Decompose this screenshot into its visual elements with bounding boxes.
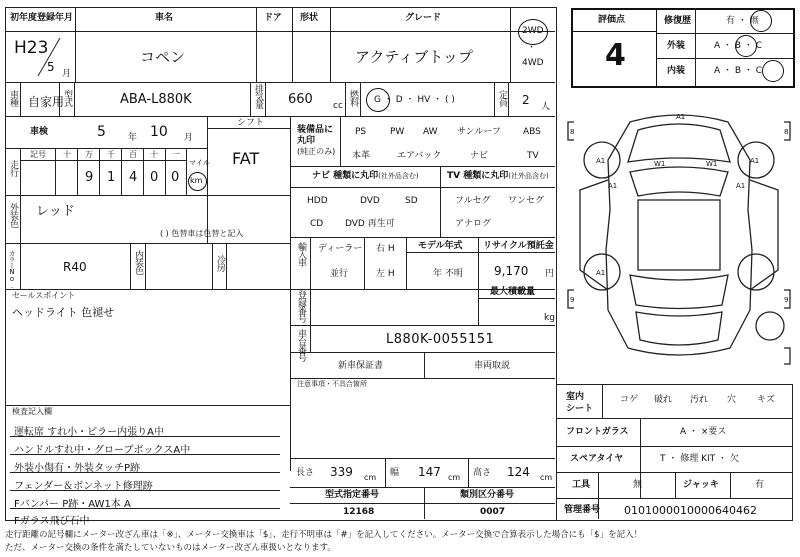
grade: アクティブトップ <box>355 48 473 66</box>
inspector-line-3: 外装小傷有・外装タッチP跡 <box>14 463 141 474</box>
model-code: ABA-L880K <box>120 92 192 107</box>
type-num-label: 型式指定番号 <box>325 490 380 500</box>
usage-label: 車種 <box>8 90 18 106</box>
color-label: 外装色 <box>8 203 18 227</box>
import-right-h: 右 H <box>376 244 395 254</box>
diag-label-a1-front: A1 <box>676 113 686 121</box>
fuel-g-circle <box>366 88 390 112</box>
length: 339 <box>330 465 353 479</box>
diag-ext-9-right: 9 <box>784 296 789 304</box>
shaken-year-unit: 年 <box>128 133 138 143</box>
seat-item-burn: コゲ <box>620 395 639 405</box>
color-note: ( ) 色替車は色替と記入 <box>160 229 244 238</box>
equipment-label-1: 装備品に <box>297 125 334 135</box>
import-dealer: ディーラー <box>318 244 363 254</box>
navi-dvd: DVD <box>360 196 380 206</box>
tv-sub: (社外品含む) <box>508 172 549 180</box>
class-num: 0007 <box>480 507 506 517</box>
navi-label-text: ナビ 種類に丸印 <box>312 171 379 181</box>
equip-ps: PS <box>355 127 367 137</box>
equip-abs: ABS <box>523 127 541 137</box>
model-year-value: 年 不明 <box>433 269 463 279</box>
length-label: 長さ <box>296 468 315 478</box>
class-num-label: 類別区分番号 <box>460 490 515 500</box>
seat-label <box>566 392 593 415</box>
usage: 自家用 <box>28 95 65 109</box>
drive-2wd: 2WD <box>522 26 544 36</box>
width-label: 幅 <box>390 468 400 478</box>
exterior-label: 外装 <box>667 41 686 51</box>
seat-item-stain: 汚れ <box>690 395 709 405</box>
navi-label <box>312 172 419 181</box>
inspector-line-6: Fガラス飛び石中 <box>14 516 90 527</box>
diag-label-a1-rf: A1 <box>750 157 760 165</box>
windshield-opts: A ・ ×要ス <box>680 427 727 437</box>
mileage-digit-3: 4 <box>129 170 138 185</box>
digit-header-1: 万 <box>85 150 93 159</box>
jack-label: ジャッキ <box>683 480 719 490</box>
color-code: R40 <box>63 260 87 274</box>
type-num: 12168 <box>343 507 375 517</box>
max-load-unit: kg <box>544 313 555 323</box>
digit-header-3: 百 <box>129 150 137 159</box>
equip-sunroof: サンルーフ <box>457 127 501 137</box>
inspector-line-2: ハンドルすれ中・グローブボックスA中 <box>14 445 191 456</box>
tv-label <box>447 172 549 181</box>
capacity-label: 定員 <box>497 90 507 106</box>
grade-label: グレード <box>405 13 442 23</box>
model-code-label: 型式 <box>62 90 72 106</box>
car-name-label: 車名 <box>155 13 174 23</box>
max-load-label: 最大積載量 <box>490 287 536 297</box>
mileage-digit-4: 0 <box>150 170 159 185</box>
chassis: L880K-0055151 <box>386 332 495 347</box>
equipment-label <box>297 125 335 157</box>
shape-label: 形状 <box>300 13 319 23</box>
capacity-unit: 人 <box>541 102 551 112</box>
shift-label: シフト <box>237 118 265 128</box>
repair-none-circle <box>750 10 772 32</box>
equipment-label-3: (純正のみ) <box>297 146 336 156</box>
color-value: レッド <box>36 204 75 219</box>
diag-ext-8-left: 8 <box>570 128 575 136</box>
equip-leather: 本革 <box>352 151 371 161</box>
warranty-label: 新車保証書 <box>338 361 384 371</box>
seat-item-tear: 破れ <box>654 395 673 405</box>
digit-header-2: 千 <box>107 150 115 159</box>
inspector-line-4: フェンダー＆ボンネット修理跡 <box>14 481 153 492</box>
month-unit: 月 <box>62 69 72 79</box>
equip-airbag: エアバック <box>397 151 442 161</box>
mileage-digit-2: 1 <box>107 170 116 185</box>
navi-sub: (社外品含む) <box>378 172 419 180</box>
jack-value: 有 <box>755 480 765 490</box>
fuel-options: G ・ D ・ HV ・ ( ) <box>374 95 455 105</box>
first-reg-year: H23 <box>14 38 49 58</box>
seat-item-scratch: キズ <box>757 395 775 405</box>
width-unit: cm <box>448 473 461 482</box>
interior-c-circle <box>762 60 784 82</box>
diag-label-a1-rside: A1 <box>736 182 746 190</box>
repair-opts: 有 ・ 無 <box>726 16 759 26</box>
exterior-opts: A ・ B ・ C <box>714 41 763 51</box>
footer-line-1: 走行距離の記号欄にメーター改ざん車は「※」、メーター交換車は「$」、走行不明車は「#」を記入してください。メーター交換で合算表示した場合にも「$」を記入！ <box>5 530 643 540</box>
capacity: 2 <box>522 93 530 107</box>
shaken-month-unit: 月 <box>184 133 194 143</box>
diag-label-a1-lf: A1 <box>596 157 606 165</box>
spare-label: スペアタイヤ <box>570 454 624 464</box>
sales-point-text: ヘッドライト 色褪せ <box>12 306 115 319</box>
displacement-label: 排気量 <box>253 84 263 108</box>
width: 147 <box>418 465 441 479</box>
equip-navi: ナビ <box>470 151 489 161</box>
footer-line-2: ただ、メーター交換の条件を満たしていないものはメーター改ざん車扱いとなります。 <box>5 543 336 553</box>
mgmt-value: 0101000010000640462 <box>624 504 757 517</box>
digit-header-4: 十 <box>150 150 158 159</box>
recycle-yen: 円 <box>545 269 555 279</box>
tools-value: 無 <box>633 480 643 490</box>
tv-fullseg: フルセグ <box>455 196 491 206</box>
diag-ext-8-right: 8 <box>784 128 789 136</box>
inspector-line-1: 運転席 すれ小・ピラー内張りA中 <box>14 427 165 438</box>
interior-label: 内装 <box>667 66 686 76</box>
color-code-label: カラーNo. <box>8 250 16 289</box>
digit-header-5: 一 <box>172 150 180 159</box>
mileage-digit-5: 0 <box>171 170 180 185</box>
chassis-label: 車台番号 <box>296 329 306 361</box>
inspector-line-5: Fバンパー P跡・AW1本 A <box>14 499 131 510</box>
diag-label-a1-lr: A1 <box>596 269 606 277</box>
tools-label: 工具 <box>572 480 591 490</box>
reg-label: 登録番号 <box>296 290 306 322</box>
fuel-label: 燃料 <box>348 90 358 106</box>
cc-unit: cc <box>333 101 343 111</box>
height: 124 <box>507 465 530 479</box>
mgmt-label: 管理番号 <box>564 505 601 515</box>
import-label: 輸入車 <box>296 242 306 266</box>
car-name: コペン <box>140 48 186 66</box>
repair-label: 修復歴 <box>664 16 692 26</box>
navi-hdd: HDD <box>307 196 328 206</box>
spare-opts: T ・ 修理 KIT ・ 欠 <box>660 454 739 464</box>
length-unit: cm <box>364 473 377 482</box>
equip-pw: PW <box>390 127 405 137</box>
navi-cd: CD <box>310 219 324 229</box>
navi-sd: SD <box>405 196 418 206</box>
equip-aw: AW <box>423 127 438 137</box>
seat-label-1: 室内 <box>566 392 585 402</box>
import-left-h: 左 H <box>376 269 395 279</box>
ac-label: 冷房 <box>215 255 225 271</box>
tv-analog: アナログ <box>455 219 492 229</box>
tv-label-text: TV 種類に丸印 <box>447 171 509 181</box>
height-unit: cm <box>540 473 553 482</box>
car-diagram <box>560 100 798 380</box>
recycle-value: 9,170 <box>494 264 529 278</box>
interior-color-label: 内装色 <box>133 250 143 274</box>
manual-label: 車両取説 <box>474 361 511 371</box>
height-label: 高さ <box>473 468 492 478</box>
door-label: ドア <box>264 13 282 23</box>
interior-opts: A ・ B ・ C <box>714 66 763 76</box>
km-label: km <box>190 176 203 185</box>
first-reg-month: 5 <box>47 60 55 74</box>
equipment-label-2: 丸印 <box>297 135 316 146</box>
exterior-b-circle <box>735 35 757 57</box>
diag-label-w1-left: W1 <box>654 160 666 168</box>
sales-point-label: セールスポイント <box>12 291 76 300</box>
diag-ext-9-left: 9 <box>570 296 575 304</box>
first-reg-label: 初年度登録年月 <box>10 13 74 23</box>
mileage-digit-1: 9 <box>85 170 94 185</box>
navi-dvd-play: DVD 再生可 <box>345 219 395 229</box>
notes-label: 注意事項・不具合箇所 <box>297 380 367 388</box>
equip-tv: TV <box>527 151 539 161</box>
diag-label-a1-lside: A1 <box>608 182 618 190</box>
symbol-label: 記号 <box>30 150 46 159</box>
shaken-label: 車検 <box>30 127 49 137</box>
mileage-label: 走行 <box>8 160 18 176</box>
import-parallel: 並行 <box>330 269 349 279</box>
shaken-month: 10 <box>150 124 168 140</box>
seat-item-hole: 穴 <box>727 395 737 405</box>
shift: FAT <box>232 149 260 168</box>
score-value: 4 <box>605 38 626 73</box>
windshield-label: フロントガラス <box>566 427 629 437</box>
displacement: 660 <box>288 92 313 107</box>
digit-header-0: 十 <box>63 150 71 159</box>
drive-4wd: 4WD <box>522 58 544 68</box>
inspector-label: 検査記入欄 <box>12 407 52 416</box>
recycle-label: リサイクル預託金 <box>483 241 554 251</box>
mile-label: マイル <box>189 159 210 167</box>
drive-dot: ・ <box>527 43 537 53</box>
tv-oneseg: ワンセグ <box>508 196 545 206</box>
seat-label-2: シート <box>566 403 594 414</box>
model-year-label: モデル年式 <box>418 241 463 251</box>
shaken-year: 5 <box>97 124 106 140</box>
diag-label-w1-right: W1 <box>706 160 718 168</box>
score-label: 評価点 <box>598 15 626 25</box>
